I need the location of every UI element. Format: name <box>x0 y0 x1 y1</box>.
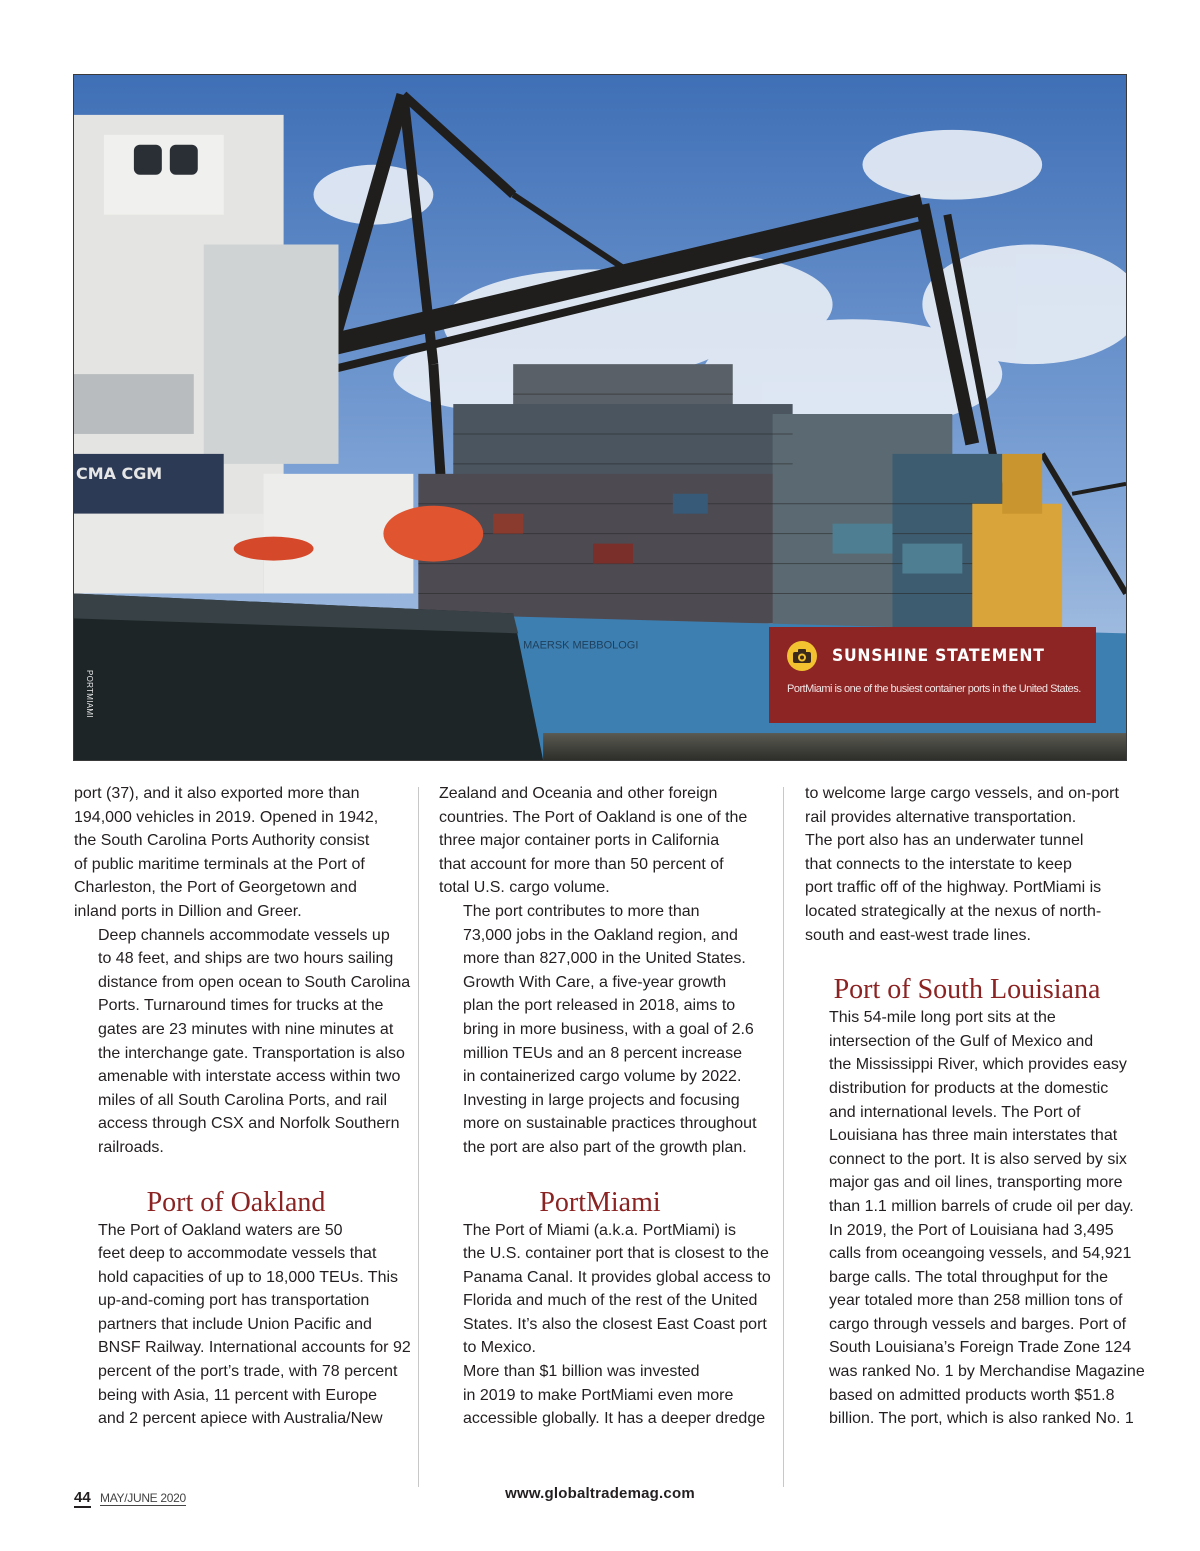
sidebar-caption: PortMiami is one of the busiest container ports in the United States. <box>787 683 1081 695</box>
paragraph: port (37), and it also exported more than 194,000 vehicles in 2019. Opened in 1942, the South Carolina Ports Authority consist of public maritime terminals at the Port of Charleston, the Port of Georgetown and inland ports in Dillion and Greer. <box>74 785 379 920</box>
paragraph: The Port of Miami (a.k.a. PortMiami) is the U.S. container port that is closest to the Panama Canal. It provides global access to Florida and much of the rest of the United States. It’s also the closest East Coast port to Mexico. <box>463 1221 771 1357</box>
paragraph: to welcome large cargo vessels, and on-port rail provides alternative transportation. The port also has an underwater tunnel that connects to the interstate to keep port traffic off of the highway. PortMiami is located strategically at the nexus of north- south and east-west trade lines. <box>805 785 1119 944</box>
column-3 <box>805 782 1145 1431</box>
paragraph: This 54-mile long port sits at the intersection of the Gulf of Mexico and the Mississippi River, which provides easy distribution for products at the domestic and international levels. The Port of Louisiana has three main interstates that connect to the port. It is also served by six major gas and oil lines, transporting more than 1.1 million barrels of crude oil per day. <box>829 1009 1134 1215</box>
paragraph: More than $1 billion was invested in 2019 to make PortMiami even more accessible globally. It has a deeper dredge <box>463 1363 766 1428</box>
column-divider <box>418 787 419 1487</box>
sunshine-statement-sidebar <box>769 627 1096 723</box>
lifeboat <box>383 506 483 562</box>
column-divider <box>783 787 784 1487</box>
paragraph: In 2019, the Port of Louisiana had 3,495 calls from oceangoing vessels, and 54,921 barge calls. The total throughput for the year totaled more than 258 million tons of cargo through vessels and barges. Port of South Louisiana’s Foreign Trade Zone 124 was ranked No. 1 by Merchandise Magazine based on admitted products worth $51.8 billion. The port, which is also ranked No. 1 <box>829 1221 1145 1428</box>
yellow-vessel <box>972 504 1062 634</box>
paragraph: Deep channels accommodate vessels up to 48 feet, and ships are two hours sailing distance from open ocean to South Carolina Ports. Turnaround times for trucks at the gates are 23 minutes with nine minutes at the interchange gate. Transportation is also amenable with interstate access within two miles of all South Carolina Ports, and rail access through CSX and Norfolk Southern railroads. <box>98 926 411 1156</box>
section-heading-portmiami: PortMiami <box>539 1186 661 1218</box>
page-number: 44 <box>74 1489 91 1506</box>
section-heading-port-of-south-louisiana: Port of South Louisiana <box>833 974 1101 1006</box>
camera-icon <box>787 641 817 671</box>
sidebar-title: SUNSHINE STATEMENT <box>832 646 1045 666</box>
column-1 <box>74 782 411 1431</box>
website-url[interactable]: www.globaltrademag.com <box>505 1485 695 1502</box>
paragraph: Zealand and Oceania and other foreign countries. The Port of Oakland is one of the three major container ports in California that account for more than 50 percent of total U.S. cargo volume. <box>439 785 748 897</box>
hull-lettering: MAERSK MEBBOLOGI <box>523 639 639 652</box>
section-heading-port-of-oakland: Port of Oakland <box>146 1186 326 1218</box>
photo-credit: PORTMIAMI <box>85 670 94 718</box>
issue-date: MAY/JUNE 2020 <box>100 1491 186 1505</box>
paragraph: The Port of Oakland waters are 50 feet deep to accommodate vessels that hold capacities of up to 18,000 TEUs. This up-and-coming port has transportation partners that include Union Pacific and BNSF Railway. International accounts for 92 percent of the port’s trade, with 78 percent being with Asia, 11 percent with Europe and 2 percent apiece with Australia/New <box>98 1221 411 1428</box>
column-2 <box>439 782 771 1431</box>
ship-lettering: CMA CGM <box>75 463 163 483</box>
paragraph: The port contributes to more than 73,000 jobs in the Oakland region, and more than 827,000 in the United States. Growth With Care, a five-year growth plan the port released in 2018, aims to bring in more business, with a goal of 2.6 million TEUs and an 8 percent increase in containerized cargo volume by 2022. Investing in large projects and focusing more on sustainable practices throughout the port are also part of the growth plan. <box>463 902 757 1156</box>
